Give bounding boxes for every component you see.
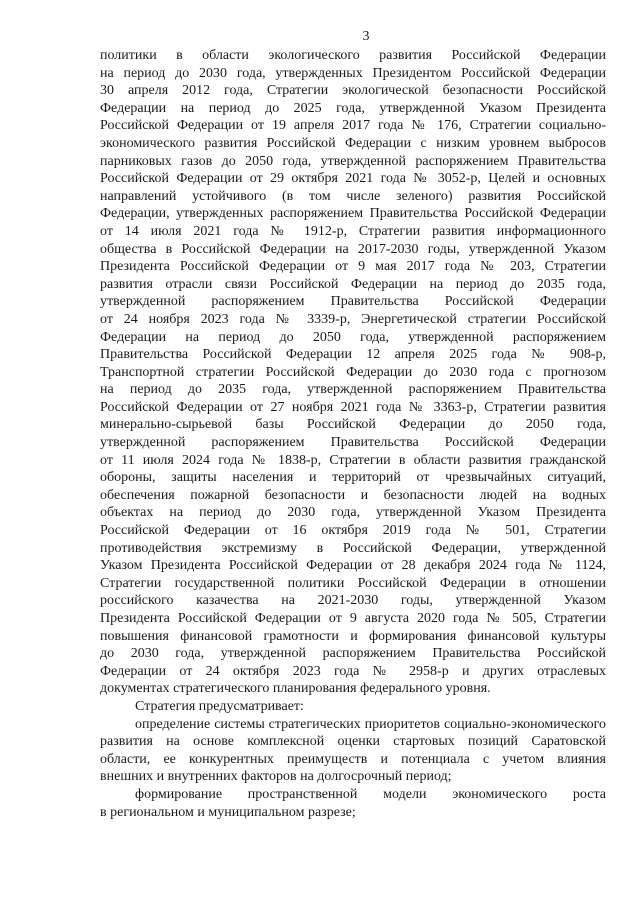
text-line: экономического развития Российской Федерации с низким уровнем выбросов	[100, 135, 606, 151]
page-number: 3	[362, 29, 370, 44]
text-line: обеспечения пожарной безопасности и безопасности людей на водных	[100, 487, 606, 503]
text-line: в региональном и муниципальном разрезе;	[100, 804, 356, 820]
text-line: утвержденной распоряжением Правительства Российской Федерации	[100, 294, 606, 310]
paragraph	[100, 698, 606, 716]
text-line: от 11 июля 2024 года № 1838-р, Стратегии в области развития гражданской	[100, 452, 606, 468]
text-line: на период до 2035 года, утвержденной распоряжением Правительства	[100, 382, 606, 398]
text-line: Федерации от 24 октября 2023 года № 2958-р и других отраслевых	[100, 663, 606, 679]
paragraph	[100, 47, 606, 698]
text-line: формирование пространственной модели экономического роста	[135, 786, 606, 802]
text-line: до 2030 года, утвержденной распоряжением Правительства Российской	[100, 646, 606, 662]
text-line: от 24 ноября 2023 года № 3339-р, Энергетической стратегии Российской	[100, 311, 606, 327]
text-line: общества в Российской Федерации на 2017-2030 годы, утвержденной Указом	[100, 241, 606, 257]
text-line: области, ее конкурентных преимуществ и потенциала с учетом влияния	[100, 751, 606, 767]
text-line: российского казачества на 2021-2030 годы, утвержденной Указом	[100, 593, 606, 609]
text-line: Российской Федерации от 27 ноября 2021 года № 3363-р, Стратегии развития	[100, 399, 606, 415]
text-line: внешних и внутренних факторов на долгосрочный период;	[100, 769, 452, 785]
text-line: парниковых газов до 2050 года, утвержденной распоряжением Правительства	[100, 153, 606, 169]
text-line: Федерации на период до 2025 года, утвержденной Указом Президента	[100, 100, 606, 116]
text-line: развития на основе комплексной оценки стартовых позиций Саратовской	[100, 734, 606, 750]
text-line: на период до 2030 года, утвержденных Президентом Российской Федерации	[100, 65, 606, 81]
text-line: Транспортной стратегии Российской Федерации до 2030 года с прогнозом	[100, 364, 606, 380]
text-line: Президента Российской Федерации от 9 августа 2020 года № 505, Стратегии	[100, 611, 606, 626]
text-block	[100, 47, 606, 821]
text-line: повышения финансовой грамотности и формирования финансовой культуры	[100, 628, 606, 644]
paragraph	[100, 786, 606, 821]
text-line: от 14 июля 2021 года № 1912-р, Стратегии развития информационного	[100, 223, 606, 239]
text-line: развития отрасли связи Российской Федерации на период до 2035 года,	[100, 276, 606, 292]
text-line: Правительства Российской Федерации 12 апреля 2025 года № 908-р,	[100, 347, 606, 363]
text-line: политики в области экологического развития Российской Федерации	[100, 48, 606, 63]
text-line: Федерации на период до 2050 года, утвержденной распоряжением	[100, 329, 606, 345]
text-line: минерально-сырьевой базы Российской Федерации до 2050 года,	[100, 417, 606, 433]
text-line: Стратегия предусматривает:	[135, 698, 304, 714]
text-line: Российской Федерации от 29 октября 2021 года № 3052-р, Целей и основных	[100, 171, 606, 187]
text-line: Российской Федерации от 19 апреля 2017 года № 176, Стратегии социально-	[100, 118, 606, 134]
text-line: обороны, защиты населения и территорий от чрезвычайных ситуаций,	[100, 470, 606, 486]
text-line: определение системы стратегических приоритетов социально-экономического	[135, 716, 606, 732]
text-line: утвержденной распоряжением Правительства Российской Федерации	[100, 435, 606, 451]
text-line: Президента Российской Федерации от 9 мая 2017 года № 203, Стратегии	[100, 259, 606, 275]
text-line: 30 апреля 2012 года, Стратегии экологической безопасности Российской	[100, 83, 606, 99]
text-line: противодействия экстремизму в Российской Федерации, утвержденной	[100, 540, 606, 556]
text-line: Указом Президента Российской Федерации от 28 декабря 2024 года № 1124,	[100, 558, 606, 574]
text-line: объектах на период до 2030 года, утвержденной Указом Президента	[100, 505, 606, 521]
text-line: Стратегии государственной политики Российской Федерации в отношении	[100, 575, 606, 591]
paragraph	[100, 716, 606, 786]
text-line: Федерации, утвержденных распоряжением Правительства Российской Федерации	[100, 206, 606, 222]
text-line: документах стратегического планирования федерального уровня.	[100, 681, 491, 697]
text-line: направлений устойчивого (в том числе зеленого) развития Российской	[100, 188, 606, 204]
text-line: Российской Федерации от 16 октября 2019 года № 501, Стратегии	[100, 523, 606, 539]
